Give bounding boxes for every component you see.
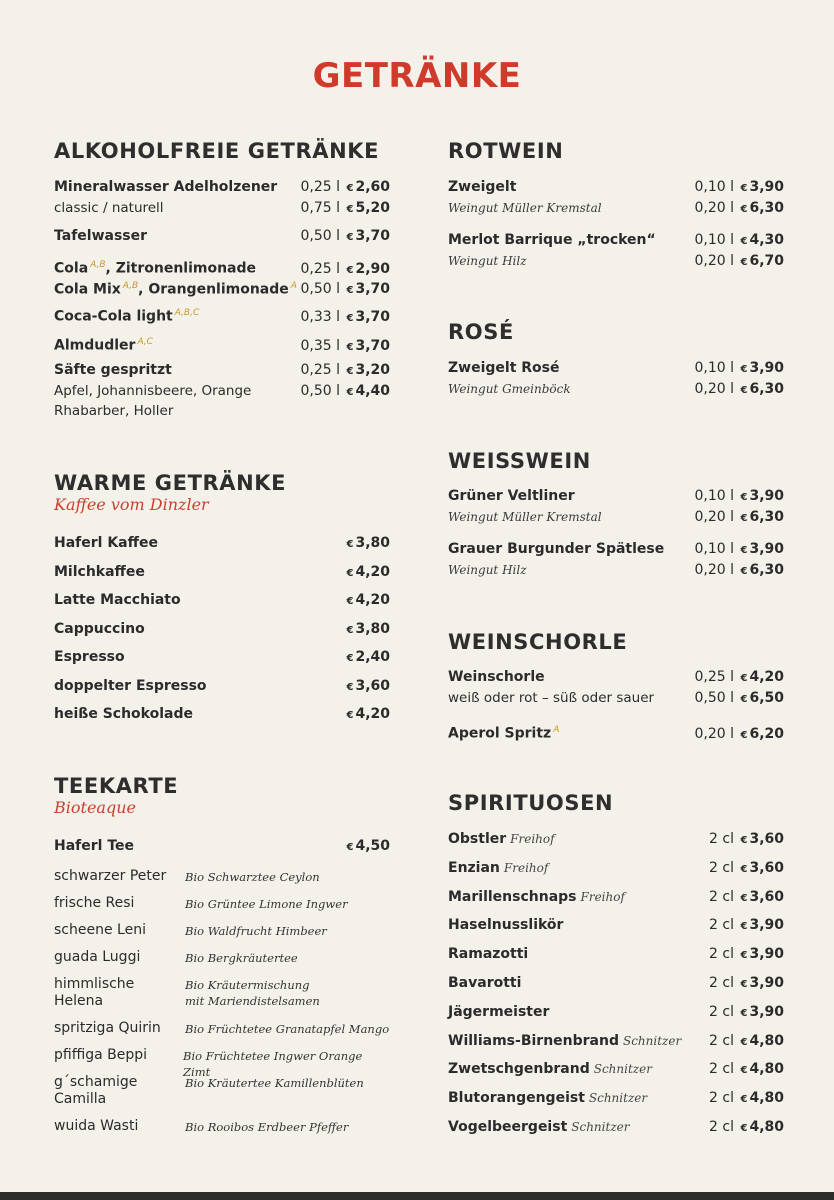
section-title: WEISSWEIN: [448, 449, 591, 473]
item-price: 3,90: [749, 917, 784, 934]
item-winery: Weingut Müller Kremstal: [448, 200, 602, 215]
item-description: Apfel, Johannisbeere, Orange: [54, 382, 252, 399]
item-name-extra: , Zitronenlimonade: [105, 260, 257, 277]
item-name: Cappuccino: [54, 621, 145, 637]
item-name: Grauer Burgunder Spätlese: [448, 541, 665, 557]
item-winery: Weingut Hilz: [448, 253, 527, 268]
item-price: 3,60: [749, 831, 784, 847]
tea-name: scheene Leni: [54, 922, 146, 938]
item-description: classic / naturell: [54, 199, 164, 216]
menu-item: [54, 836, 390, 857]
item-name: doppelter Espresso: [54, 678, 207, 694]
item-name: Haferl Tee: [54, 838, 135, 854]
currency-symbol: €: [346, 539, 354, 550]
currency-symbol: €: [346, 312, 354, 324]
item-brand: Freihof: [580, 889, 625, 904]
menu-item: [54, 177, 390, 218]
currency-symbol: €: [740, 979, 748, 990]
section-title: SPIRITUOSEN: [448, 791, 614, 815]
item-name: Zwetschgenbrand: [448, 1061, 590, 1078]
item-price: 3,90: [749, 946, 784, 963]
item-name: Ramazotti: [448, 946, 529, 963]
item-price: 2,60: [355, 179, 390, 195]
currency-symbol: €: [740, 892, 748, 904]
tea-description: Bio Kräutertee Kamillenblüten: [185, 1076, 364, 1090]
menu-item: [54, 704, 390, 725]
menu-item: [54, 676, 390, 697]
currency-symbol: €: [346, 568, 354, 579]
currency-symbol: €: [740, 1036, 748, 1048]
item-price: 4,80: [749, 1061, 784, 1078]
tea-name-line2: Camilla: [54, 1091, 107, 1107]
item-price: 3,70: [355, 281, 390, 298]
item-winery: Weingut Gmeinböck: [448, 381, 571, 396]
menu-item: [54, 360, 390, 422]
menu-item: [448, 829, 784, 850]
section-title: ROSÉ: [448, 320, 514, 344]
tea-name: g´schamige: [54, 1074, 138, 1090]
section-title: TEEKARTE: [54, 774, 179, 798]
item-price: 6,30: [749, 199, 784, 216]
item-price: 4,20: [355, 564, 390, 580]
section-spirituosen: [448, 789, 784, 817]
currency-symbol: €: [740, 1065, 748, 1077]
tea-description: Bio Waldfrucht Himbeer: [185, 924, 327, 938]
item-price: 3,90: [749, 541, 784, 557]
tea-description: Bio Früchtetee Granatapfel Mango: [185, 1022, 390, 1036]
page-title: GETRÄNKE: [312, 56, 522, 96]
allergen-mark: A: [553, 725, 560, 735]
currency-symbol: €: [740, 492, 748, 503]
item-volume: 2 cl: [709, 859, 734, 876]
tea-description: Bio Früchtetee Ingwer Orange Zimt: [183, 1049, 363, 1079]
item-volume: 0,33 l: [300, 308, 340, 325]
item-price: 2,90: [355, 260, 390, 277]
item-name: Weinschorle: [448, 669, 545, 685]
item-price: 4,80: [749, 1032, 784, 1049]
item-volume: 2 cl: [709, 1090, 734, 1107]
item-name: Haferl Kaffee: [54, 535, 158, 551]
currency-symbol: €: [740, 693, 748, 705]
item-volume: 2 cl: [709, 1061, 734, 1078]
tea-name: wuida Wasti: [54, 1118, 139, 1134]
item-price: 4,80: [749, 1119, 784, 1135]
item-price: 3,90: [749, 975, 784, 991]
currency-symbol: €: [346, 596, 354, 607]
item-volume: 0,25 l: [300, 362, 340, 378]
item-name: heiße Schokolade: [54, 706, 193, 722]
tea-item: [54, 976, 390, 1010]
menu-item: [448, 358, 784, 399]
currency-symbol: €: [740, 384, 748, 396]
item-price: 3,90: [749, 179, 784, 195]
section-title: ALKOHOLFREIE GETRÄNKE: [54, 139, 380, 163]
currency-symbol: €: [740, 673, 748, 684]
menu-item: [448, 177, 784, 218]
item-volume: 0,50 l: [300, 228, 340, 244]
menu-item: [448, 667, 784, 708]
item-volume: 0,20 l: [694, 252, 734, 269]
item-price: 4,50: [355, 838, 390, 854]
currency-symbol: €: [346, 625, 354, 636]
currency-symbol: €: [740, 1094, 748, 1106]
item-name: Marillenschnaps: [448, 888, 577, 905]
tea-item: [54, 1020, 390, 1037]
item-volume: 0,10 l: [694, 179, 734, 195]
currency-symbol: €: [346, 203, 354, 215]
item-price: 3,70: [355, 308, 390, 325]
item-volume: 2 cl: [709, 831, 734, 847]
allergen-mark: A: [290, 280, 297, 291]
item-description: weiß oder rot – süß oder sauer: [448, 689, 655, 706]
menu-item: [448, 944, 784, 965]
tea-description: Bio Rooibos Erdbeer Pfeffer: [185, 1120, 349, 1134]
menu-item: [448, 1117, 784, 1138]
allergen-mark: A,B: [90, 260, 106, 270]
menu-item: [448, 720, 784, 741]
item-price: 6,30: [749, 380, 784, 397]
section-title: WEINSCHORLE: [448, 630, 628, 654]
allergen-mark: A,C: [137, 337, 153, 347]
currency-symbol: €: [346, 183, 354, 194]
currency-symbol: €: [740, 950, 748, 962]
menu-item: [54, 590, 390, 611]
section-tee: [54, 772, 390, 820]
currency-symbol: €: [740, 863, 748, 875]
item-name: Zweigelt: [448, 179, 517, 195]
item-volume: 2 cl: [709, 1119, 734, 1135]
currency-symbol: €: [740, 183, 748, 194]
item-name: Aperol Spritz: [448, 725, 552, 742]
item-volume: 0,75 l: [300, 199, 340, 216]
menu-item: [448, 858, 784, 879]
item-price: 3,60: [749, 888, 784, 905]
item-name: Haselnusslikör: [448, 917, 564, 934]
menu-item: [448, 539, 784, 580]
currency-symbol: €: [346, 285, 354, 297]
menu-item: [54, 303, 390, 324]
currency-symbol: €: [740, 1007, 748, 1019]
currency-symbol: €: [740, 364, 748, 375]
allergen-mark: A,B,C: [174, 308, 200, 318]
item-name-extra: , Orangenlimonade: [138, 281, 289, 298]
item-price: 6,20: [749, 725, 784, 742]
item-name: Obstler: [448, 831, 507, 847]
item-price: 3,20: [355, 362, 390, 378]
item-description: Rhabarber, Holler: [54, 403, 174, 419]
currency-symbol: €: [346, 232, 354, 243]
item-name: Grüner Veltliner: [448, 488, 575, 504]
currency-symbol: €: [346, 710, 354, 721]
item-volume: 0,50 l: [300, 281, 340, 298]
currency-symbol: €: [346, 653, 354, 664]
section-rose: [448, 318, 784, 346]
item-volume: 2 cl: [709, 1032, 734, 1049]
section-title: WARME GETRÄNKE: [54, 471, 287, 495]
tea-name-line2: Helena: [54, 993, 104, 1009]
menu-item: [448, 915, 784, 936]
item-name: Latte Macchiato: [54, 592, 181, 608]
item-price: 6,30: [749, 561, 784, 578]
item-name: Enzian: [448, 859, 500, 876]
item-volume: 0,35 l: [300, 337, 340, 354]
item-name: Espresso: [54, 649, 125, 665]
item-price: 4,20: [355, 706, 390, 722]
item-name: Bavarotti: [448, 975, 522, 991]
item-name: Cola Mix: [54, 281, 121, 298]
tea-description: Bio Schwarztee Ceylon: [185, 870, 320, 884]
item-volume: 0,20 l: [694, 508, 734, 525]
item-volume: 2 cl: [709, 917, 734, 934]
menu-item: [448, 1088, 784, 1109]
section-title: ROTWEIN: [448, 139, 564, 163]
item-price: 3,60: [749, 859, 784, 876]
section-rotwein: [448, 137, 784, 165]
item-price: 3,70: [355, 228, 390, 244]
item-brand: Schnitzer: [593, 1062, 652, 1077]
currency-symbol: €: [740, 921, 748, 933]
item-name: Milchkaffee: [54, 564, 145, 580]
item-name: Coca-Cola light: [54, 308, 173, 325]
item-name: Almdudler: [54, 337, 136, 354]
menu-item: [54, 533, 390, 554]
item-price: 4,20: [355, 592, 390, 608]
item-volume: 0,25 l: [300, 260, 340, 277]
currency-symbol: €: [346, 842, 354, 853]
menu-item: [54, 226, 390, 247]
allergen-mark: A,B: [122, 280, 139, 291]
currency-symbol: €: [740, 835, 748, 846]
item-volume: 2 cl: [709, 946, 734, 963]
item-price: 3,90: [749, 488, 784, 504]
item-volume: 0,10 l: [694, 360, 734, 376]
currency-symbol: €: [346, 366, 354, 377]
item-brand: Schnitzer: [622, 1033, 682, 1048]
section-alkoholfrei: [54, 137, 390, 165]
item-name: Williams-Birnenbrand: [448, 1032, 619, 1049]
menu-item: [448, 1059, 784, 1080]
item-brand: Schnitzer: [571, 1120, 630, 1134]
tea-item: [54, 868, 390, 885]
tea-description-line2: mit Mariendistelsamen: [185, 994, 320, 1008]
item-volume: 0,20 l: [694, 199, 734, 216]
item-price: 2,40: [355, 649, 390, 665]
tea-name: guada Luggi: [54, 949, 141, 965]
menu-item: [54, 562, 390, 583]
item-volume: 0,50 l: [694, 689, 734, 706]
menu-item: [448, 973, 784, 994]
item-volume: 2 cl: [709, 1003, 734, 1020]
tea-name: frische Resi: [54, 895, 135, 911]
tea-description: Bio Kräutermischung: [185, 978, 310, 992]
item-winery: Weingut Müller Kremstal: [448, 509, 602, 524]
item-volume: 2 cl: [709, 888, 734, 905]
item-volume: 2 cl: [709, 975, 734, 991]
item-name: Jägermeister: [448, 1003, 550, 1020]
item-price: 3,80: [355, 535, 390, 551]
tea-item: [54, 895, 390, 912]
menu-item: [448, 1031, 784, 1052]
menu-item: [54, 619, 390, 640]
item-volume: 0,20 l: [694, 380, 734, 397]
tea-item: [54, 1074, 390, 1108]
item-volume: 0,20 l: [694, 561, 734, 578]
item-price: 4,40: [355, 382, 390, 399]
menu-item: [54, 647, 390, 668]
tea-item: [54, 1118, 390, 1135]
menu-item: [448, 230, 784, 271]
bottom-bar: [0, 1192, 834, 1200]
item-name: Blutorangengeist: [448, 1090, 585, 1107]
item-name: Cola: [54, 260, 89, 277]
item-winery: Weingut Hilz: [448, 562, 527, 577]
tea-description: Bio Grüntee Limone Ingwer: [185, 897, 348, 911]
item-volume: 0,10 l: [694, 232, 734, 248]
currency-symbol: €: [346, 264, 354, 276]
item-price: 3,60: [355, 678, 390, 694]
item-price: 4,80: [749, 1090, 784, 1107]
tea-item: [54, 949, 390, 966]
menu-item: [54, 255, 390, 296]
item-volume: 0,10 l: [694, 541, 734, 557]
currency-symbol: €: [740, 545, 748, 556]
item-price: 3,90: [749, 1003, 784, 1020]
item-brand: Freihof: [503, 860, 549, 875]
section-warm: [54, 469, 390, 517]
item-brand: Freihof: [510, 832, 555, 846]
tea-name: spritziga Quirin: [54, 1020, 161, 1036]
tea-item: [54, 922, 390, 939]
currency-symbol: €: [740, 236, 748, 247]
currency-symbol: €: [740, 729, 748, 741]
item-name: Tafelwasser: [54, 228, 148, 244]
section-subtitle: Bioteaque: [54, 798, 136, 817]
item-volume: 0,25 l: [300, 179, 340, 195]
item-name: Säfte gespritzt: [54, 362, 172, 378]
section-weisswein: [448, 447, 784, 475]
item-price: 6,30: [749, 508, 784, 525]
section-weinschorle: [448, 628, 784, 656]
item-name: Zweigelt Rosé: [448, 360, 560, 376]
item-price: 6,50: [749, 689, 784, 706]
item-price: 4,30: [749, 232, 784, 248]
currency-symbol: €: [346, 682, 354, 693]
item-volume: 0,20 l: [694, 725, 734, 742]
item-volume: 0,10 l: [694, 488, 734, 504]
item-name: Merlot Barrique „trocken“: [448, 232, 656, 248]
menu-item: [448, 1002, 784, 1023]
item-price: 5,20: [355, 199, 390, 216]
currency-symbol: €: [740, 256, 748, 268]
item-price: 6,70: [749, 252, 784, 269]
item-price: 4,20: [749, 669, 784, 685]
currency-symbol: €: [346, 341, 354, 353]
section-subtitle: Kaffee vom Dinzler: [54, 495, 209, 514]
currency-symbol: €: [740, 565, 748, 577]
item-name: Vogelbeergeist: [448, 1119, 568, 1135]
item-price: 3,70: [355, 337, 390, 354]
tea-name: pfiffiga Beppi: [54, 1047, 148, 1063]
currency-symbol: €: [740, 1123, 748, 1134]
currency-symbol: €: [346, 386, 354, 398]
tea-name: himmlische: [54, 976, 135, 992]
currency-symbol: €: [740, 203, 748, 215]
item-price: 3,80: [355, 621, 390, 637]
menu-item: [54, 332, 390, 353]
item-name: Mineralwasser Adelholzener: [54, 179, 278, 195]
item-volume: 0,50 l: [300, 382, 340, 399]
item-brand: Schnitzer: [588, 1091, 648, 1106]
menu-item: [448, 887, 784, 908]
item-volume: 0,25 l: [694, 669, 734, 685]
menu-item: [448, 486, 784, 527]
item-price: 3,90: [749, 360, 784, 376]
tea-name: schwarzer Peter: [54, 868, 167, 884]
tea-description: Bio Bergkräutertee: [185, 951, 298, 965]
currency-symbol: €: [740, 512, 748, 524]
